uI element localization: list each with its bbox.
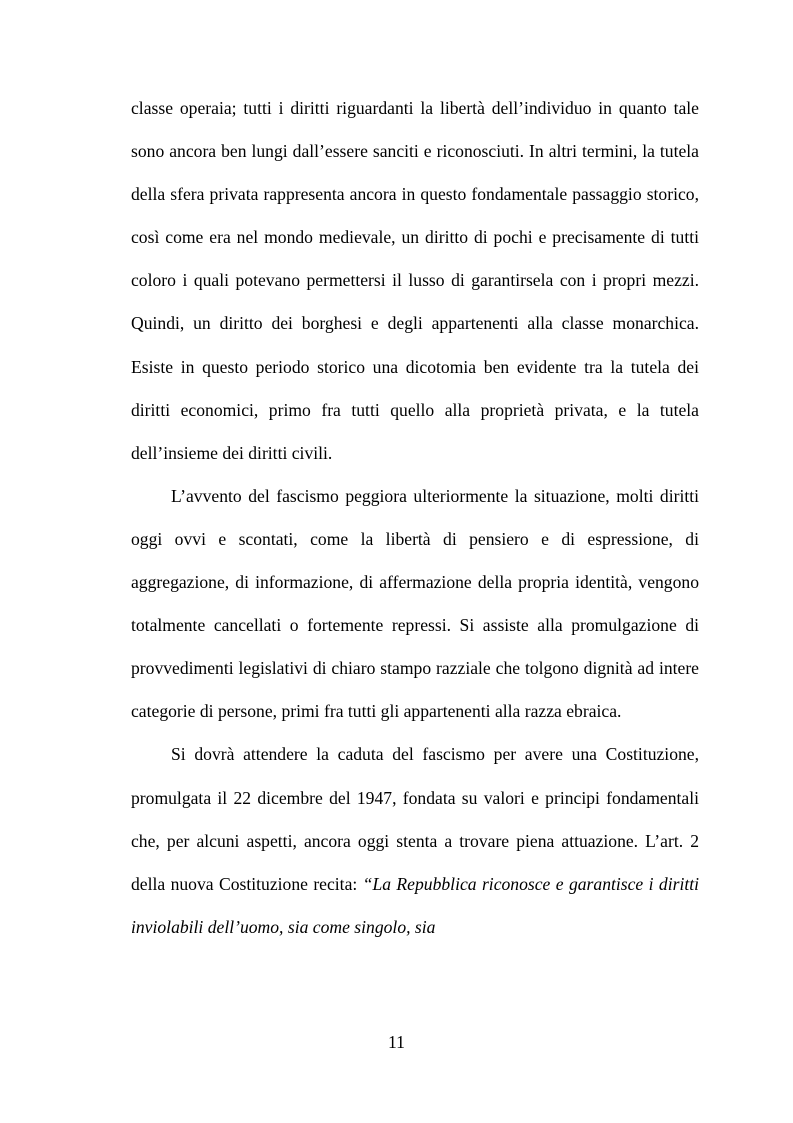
paragraph: L’avvento del fascismo peggiora ulteriormente la situazione, molti diritti oggi ovvi e scontati, come la libertà di pensiero e di espressione, di aggregazione, di informazione, di affermazione della propria identità, vengono totalmente cancellati o fortemente repressi. Si assiste alla promulgazione di provvedimenti legislativi di chiaro stampo razziale che tolgono dignità ad intere categorie di persone, primi fra tutti gli appartenenti alla razza ebraica. (131, 485, 699, 722)
body-text (131, 87, 699, 949)
paragraph: classe operaia; tutti i diritti riguardanti la libertà dell’individuo in quanto tale sono ancora ben lungi dall’essere sanciti e riconosciuti. In altri termini, la tutela della sfera privata rappresenta ancora in questo fondamentale passaggio storico, così come era nel mondo medievale, un diritto di pochi e precisamente di tutti coloro i quali potevano permettersi il lusso di garantirsela con i propri mezzi. Quindi, un diritto dei borghesi e degli appartenenti alla classe monarchica. Esiste in questo periodo storico una dicotomia ben evidente tra la tutela dei diritti economici, primo fra tutti quello alla proprietà privata, e la tutela dell’insieme dei diritti civili. (131, 98, 699, 463)
paragraph (131, 733, 699, 948)
page-number: 11 (388, 1032, 405, 1052)
constitution-quote: “La Repubblica riconosce e garantisce i diritti inviolabili dell’uomo, sia come singolo, sia (131, 873, 700, 937)
paragraph-text: Si dovrà attendere la caduta del fascismo per avere una Costituzione, promulgata il 22 dicembre del 1947, fondata su valori e principi fondamentali che, per alcuni aspetti, ancora oggi stenta a trovare piena attuazione. L’art. 2 della nuova Costituzione recita: (131, 744, 699, 894)
